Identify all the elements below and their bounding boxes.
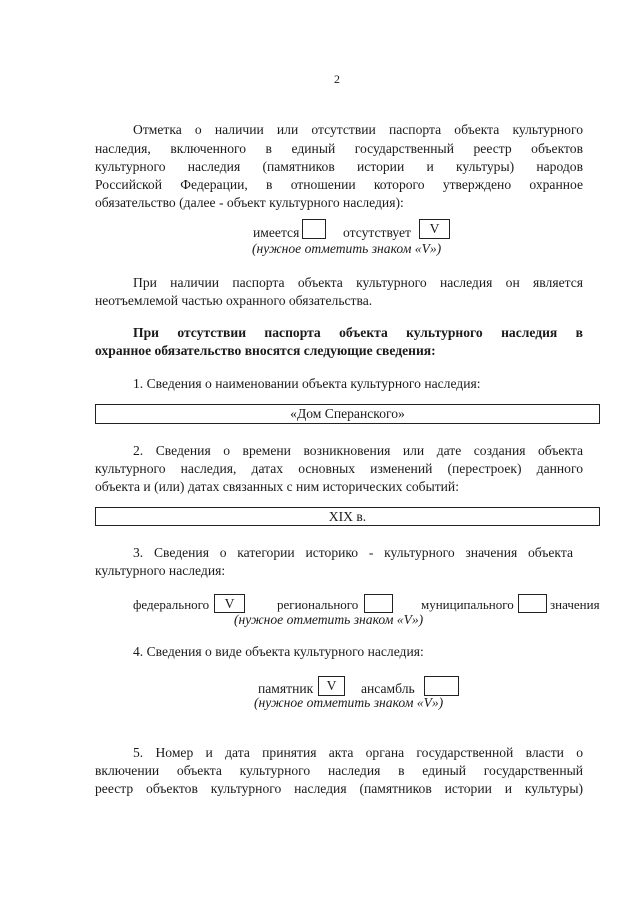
item2-value-field[interactable]: XIX в. [95,507,600,526]
page-number: 2 [334,72,340,86]
monument-label: памятник [258,681,314,696]
intro-line: культурного наследия (памятников истории и культуры) народов [95,159,583,174]
intro-line: Отметка о наличии или отсутствии паспорта объекта культурного [133,122,583,137]
passport-absent-checkbox[interactable]: V [419,219,450,239]
absence-heading-line: охранное обязательство вносятся следующие сведения: [95,343,436,358]
item1-value-field[interactable]: «Дом Сперанского» [95,404,600,424]
item5-line: включении объекта культурного наследия в единый государственный [95,763,583,778]
ensemble-label: ансамбль [361,681,415,696]
passport-exists-label: имеется [253,225,300,240]
category-suffix: значения [550,597,600,612]
item5-line: реестр объектов культурного наследия (памятников истории и культуры) [95,781,583,796]
municipal-checkbox[interactable] [518,594,547,613]
category-hint: (нужное отметить знаком «V») [234,612,424,627]
intro-line: наследия, включенного в единый государственный реестр объектов [95,141,583,156]
item3-line: 3. Сведения о категории историко - культурного значения объекта [133,545,573,560]
passport-note-line: При наличии паспорта объекта культурного наследия он является [133,275,583,290]
item2-line: культурного наследия, датах основных изменений (перестроек) данного [95,461,583,476]
federal-label: федерального [133,597,210,612]
item2-line: объекта и (или) датах связанных с ним исторических событий: [95,479,459,494]
item1-label: 1. Сведения о наименовании объекта культурного наследия: [133,376,481,391]
item4-label: 4. Сведения о виде объекта культурного наследия: [133,644,424,659]
passport-note-line: неотъемлемой частью охранного обязательства. [95,293,373,308]
regional-label: регионального [277,597,359,612]
monument-checkbox[interactable]: V [318,676,345,696]
municipal-label: муниципального [421,597,514,612]
intro-line: обязательство (далее - объект культурного наследия): [95,195,404,210]
item5-line: 5. Номер и дата принятия акта органа государственной власти о [133,745,583,760]
ensemble-checkbox[interactable] [424,676,459,696]
passport-absent-label: отсутствует [343,225,412,240]
type-hint: (нужное отметить знаком «V») [254,695,444,710]
item3-line: культурного наследия: [95,563,226,578]
item2-line: 2. Сведения о времени возникновения или дате создания объекта [133,443,583,458]
federal-checkbox[interactable]: V [214,594,245,613]
absence-heading-line: При отсутствии паспорта объекта культурного наследия в [133,325,583,340]
intro-line: Российской Федерации, в отношении которого утверждено охранное [95,177,583,192]
passport-hint: (нужное отметить знаком «V») [252,241,442,256]
passport-exists-checkbox[interactable] [302,219,326,239]
